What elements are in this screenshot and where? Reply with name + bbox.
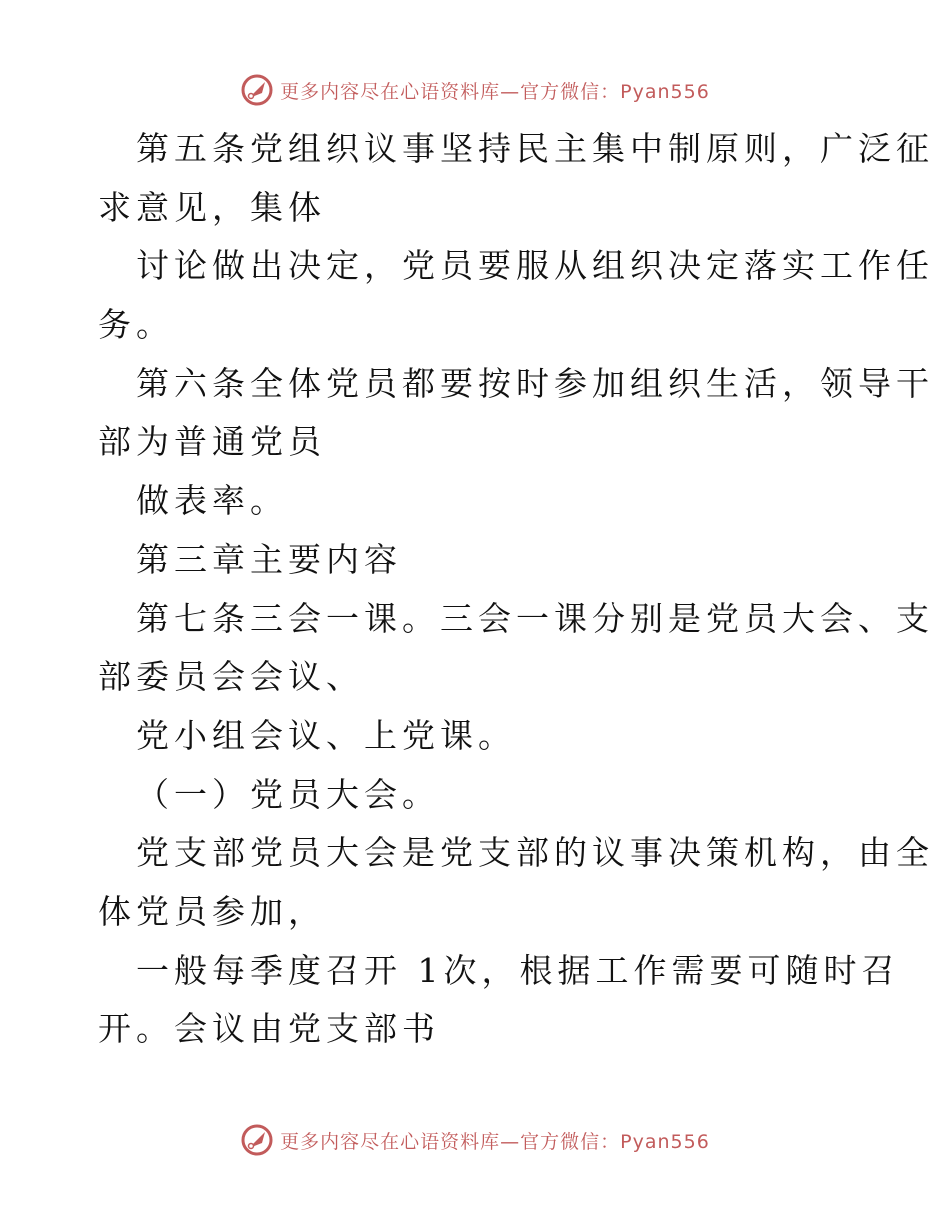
text-line: 党小组会议、上党课。: [136, 715, 516, 755]
section-heading: （一）党员大会。: [136, 774, 440, 814]
text-line: 第七条三会一课。三会一课分别是党员大会、支: [136, 598, 934, 638]
chapter-heading: 第三章主要内容: [136, 539, 402, 579]
text-line: 部委员会会议、: [98, 657, 364, 697]
footer-watermark: [0, 1120, 950, 1160]
text-line: 第六条全体党员都要按时参加组织生活，领导干: [136, 363, 934, 403]
watermark-text: 更多内容尽在心语资料库—官方微信：Pyan556: [280, 1130, 710, 1153]
text-line: 做表率。: [136, 481, 288, 521]
text-line: 开。会议由党支部书: [98, 1009, 440, 1049]
text-line: 一般每季度召开 1次，根据工作需要可随时召: [136, 950, 900, 990]
watermark-text: 更多内容尽在心语资料库—官方微信：Pyan556: [280, 80, 710, 103]
text-line: 部为普通党员: [98, 422, 326, 462]
text-line: 求意见，集体: [98, 187, 326, 227]
quill-logo-icon: [240, 1123, 274, 1157]
text-line: 党支部党员大会是党支部的议事决策机构，由全: [136, 833, 934, 873]
quill-logo-icon: [240, 73, 274, 107]
document-body: [98, 120, 934, 1059]
text-line: 第五条党组织议事坚持民主集中制原则，广泛征: [136, 129, 934, 168]
header-watermark: [0, 70, 950, 110]
text-line: 体党员参加，: [98, 891, 326, 931]
text-line: 讨论做出决定，党员要服从组织决定落实工作任: [136, 246, 934, 286]
text-line: 务。: [98, 305, 174, 345]
